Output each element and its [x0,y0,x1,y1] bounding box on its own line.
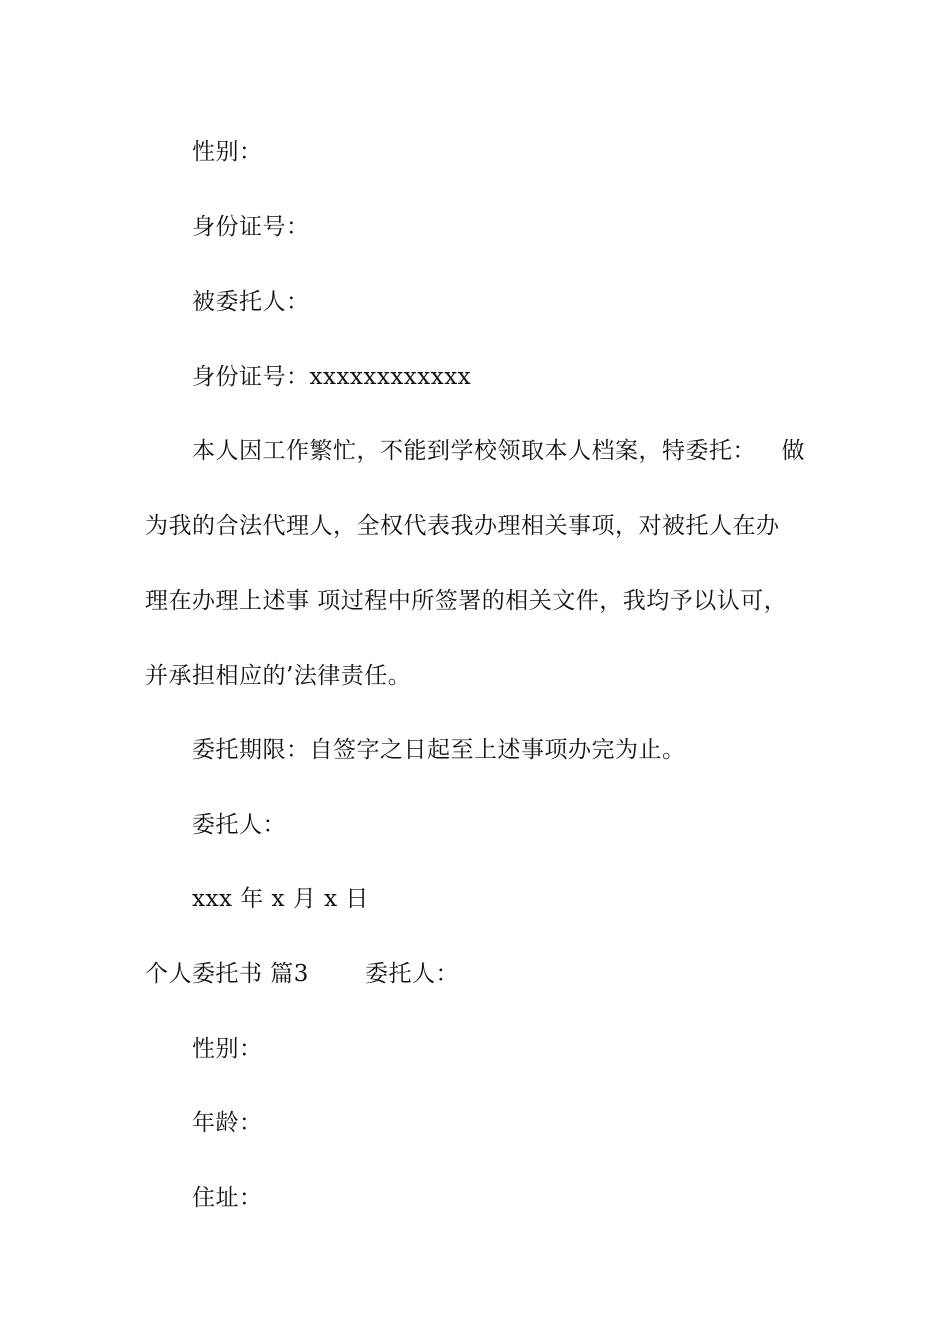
agent-label: 被委托人： [192,289,310,315]
paragraph-line-2: 为我的合法代理人，全权代表我办理相关事项，对被托人在办 [145,513,780,539]
paragraph-line-1-text: 本人因工作繁忙，不能到学校领取本人档案，特委托： [192,438,756,464]
paragraph-line-4: 并承担相应的’法律责任。 [145,663,412,689]
paragraph-line-1-end: 做 [781,438,805,464]
paragraph-line-1 [192,436,805,466]
section-address-label: 住址： [192,1185,263,1211]
section-principal-label: 委托人： [364,961,459,987]
term-line: 委托期限：自签字之日起至上述事项办完为止。 [192,737,686,763]
section-gender-label: 性别： [192,1036,263,1062]
section-title: 个人委托书 篇3 [145,961,309,987]
agent-id-number: 身份证号：xxxxxxxxxxxx [192,364,472,390]
section-age-label: 年龄： [192,1110,263,1136]
paragraph-line-3: 理在办理上述事 项过程中所签署的相关文件，我均予以认可， [145,588,788,614]
gender-label: 性别： [192,139,263,165]
principal-label: 委托人： [192,812,286,838]
date-line: xxx 年 x 月 x 日 [192,886,369,912]
section-heading-row [145,959,459,989]
id-number-label: 身份证号： [192,214,310,240]
